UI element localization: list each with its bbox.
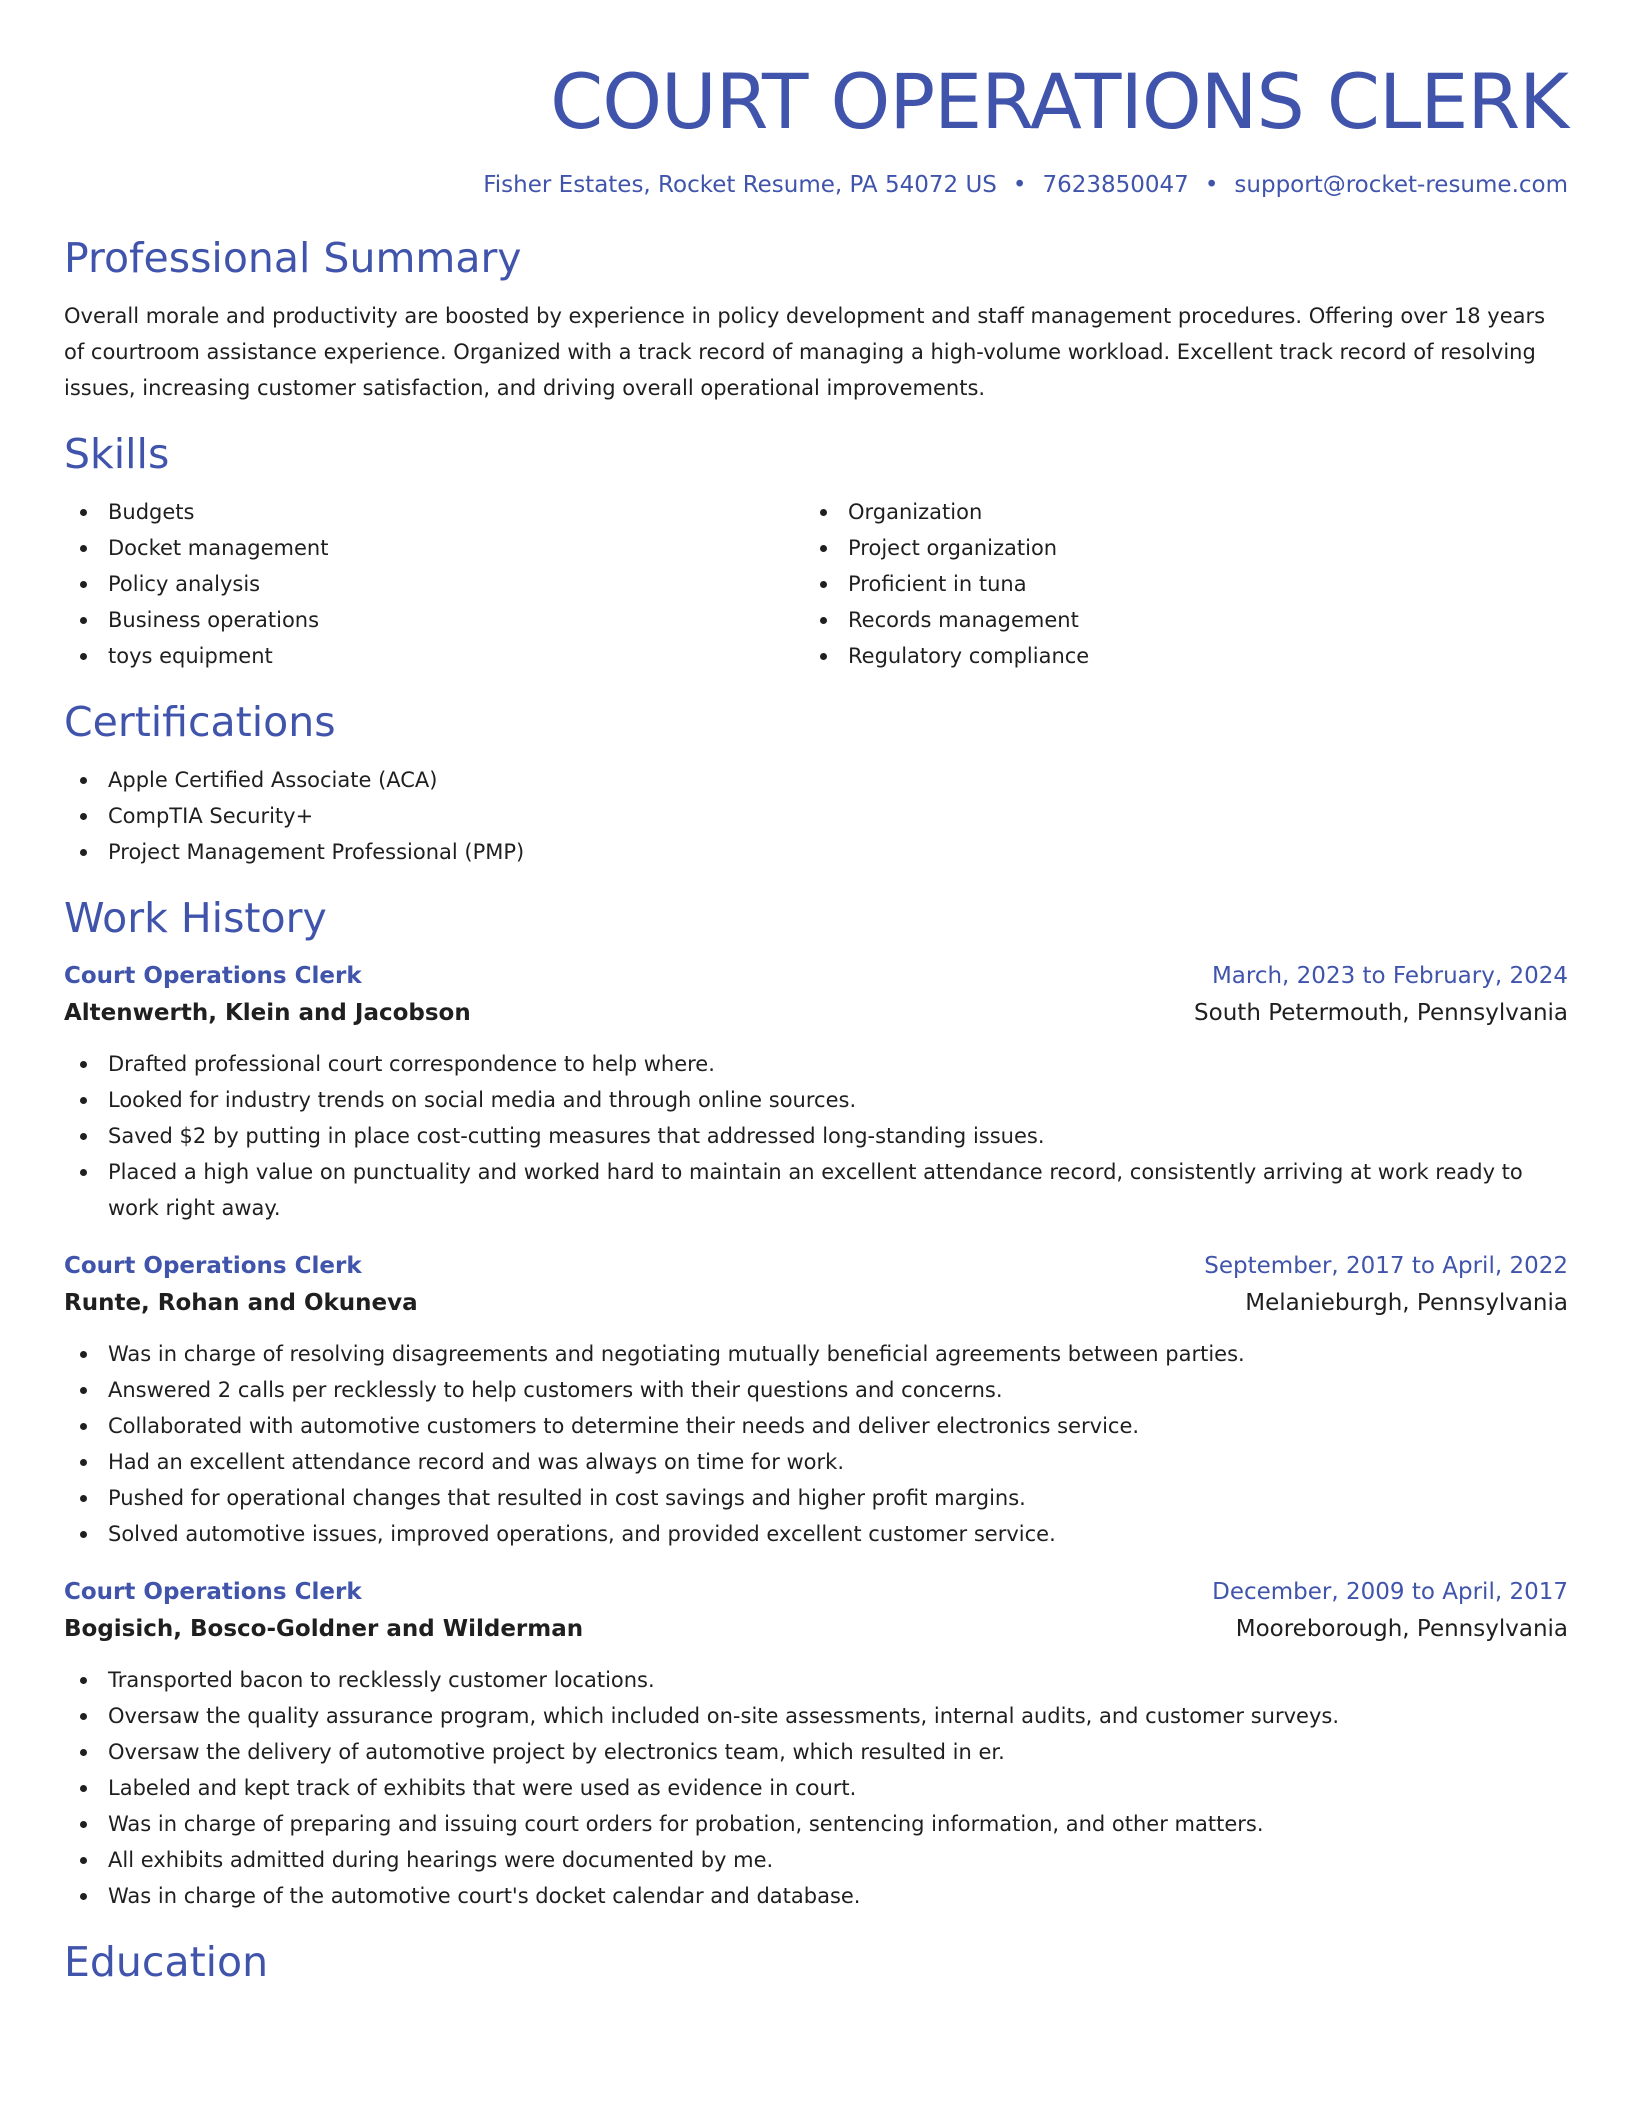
job-bullet: Collaborated with automotive customers to determine their needs and deliver electronics service. (64, 1408, 1568, 1444)
job-bullet: Saved $2 by putting in place cost-cutting measures that addressed long-standing issues. (64, 1118, 1568, 1154)
job-subheader (64, 994, 1568, 1032)
contact-email[interactable]: support@rocket-resume.com (1234, 172, 1568, 198)
contact-separator: • (1012, 172, 1027, 198)
summary-section (64, 232, 1568, 406)
skills-section (64, 428, 1568, 674)
resume-page (64, 0, 1568, 1988)
skill-item: Proficient in tuna (804, 566, 1544, 602)
certification-item: Project Management Professional (PMP) (64, 834, 1568, 870)
job-dates: September, 2017 to April, 2022 (1204, 1253, 1568, 1279)
skill-item: Records management (804, 602, 1544, 638)
job-bullet: Oversaw the delivery of automotive project by electronics team, which resulted in er. (64, 1734, 1568, 1770)
skill-item: Regulatory compliance (804, 638, 1544, 674)
skill-item: toys equipment (64, 638, 804, 674)
job-header (64, 1248, 1568, 1284)
certifications-heading: Certifications (64, 698, 336, 746)
skill-item: Budgets (64, 494, 804, 530)
job-company: Runte, Rohan and Okuneva (64, 1290, 418, 1316)
resume-title: COURT OPERATIONS CLERK (550, 57, 1568, 146)
job-title: Court Operations Clerk (64, 1253, 362, 1279)
job-company: Bogisich, Bosco-Goldner and Wilderman (64, 1616, 584, 1642)
job-bullet: Was in charge of preparing and issuing court orders for probation, sentencing information, and other matters. (64, 1806, 1568, 1842)
job-company: Altenwerth, Klein and Jacobson (64, 1000, 471, 1026)
job-bullet: Solved automotive issues, improved operations, and provided excellent customer service. (64, 1516, 1568, 1552)
skill-item: Docket management (64, 530, 804, 566)
skill-item: Organization (804, 494, 1544, 530)
contact-line (64, 170, 1568, 200)
contact-separator: • (1204, 172, 1219, 198)
job-bullet: Placed a high value on punctuality and worked hard to maintain an excellent attendance record, consistently arriving at work ready to work right away. (64, 1154, 1568, 1226)
skills-list-left (64, 494, 804, 674)
job-bullet: Drafted professional court correspondence to help where. (64, 1046, 1568, 1082)
summary-heading: Professional Summary (64, 234, 522, 282)
skill-item: Policy analysis (64, 566, 804, 602)
job-bullet: Pushed for operational changes that resulted in cost savings and higher profit margins. (64, 1480, 1568, 1516)
contact-phone: 7623850047 (1042, 172, 1189, 198)
certifications-list (64, 762, 1568, 870)
job-location: South Petermouth, Pennsylvania (1194, 1000, 1568, 1026)
job-location: Mooreborough, Pennsylvania (1235, 1616, 1568, 1642)
work-history-heading: Work History (64, 894, 327, 942)
job-bullets (64, 1662, 1568, 1914)
skills-columns (64, 494, 1568, 674)
job-dates: December, 2009 to April, 2017 (1212, 1579, 1568, 1605)
job-entry (64, 1574, 1568, 1914)
job-bullets (64, 1336, 1568, 1552)
skill-item: Project organization (804, 530, 1544, 566)
job-bullets (64, 1046, 1568, 1226)
job-subheader (64, 1610, 1568, 1648)
job-title: Court Operations Clerk (64, 1579, 362, 1605)
job-bullet: Had an excellent attendance record and was always on time for work. (64, 1444, 1568, 1480)
job-header (64, 1574, 1568, 1610)
job-bullet: Was in charge of the automotive court's docket calendar and database. (64, 1878, 1568, 1914)
job-bullet: All exhibits admitted during hearings were documented by me. (64, 1842, 1568, 1878)
job-header (64, 958, 1568, 994)
education-heading: Education (64, 1938, 269, 1986)
contact-address: Fisher Estates, Rocket Resume, PA 54072 US (483, 172, 997, 198)
skills-list-right (804, 494, 1544, 674)
certification-item: Apple Certified Associate (ACA) (64, 762, 1568, 798)
job-bullet: Looked for industry trends on social media and through online sources. (64, 1082, 1568, 1118)
job-bullet: Transported bacon to recklessly customer locations. (64, 1662, 1568, 1698)
job-bullet: Was in charge of resolving disagreements and negotiating mutually beneficial agreements between parties. (64, 1336, 1568, 1372)
skill-item: Business operations (64, 602, 804, 638)
job-subheader (64, 1284, 1568, 1322)
certification-item: CompTIA Security+ (64, 798, 1568, 834)
summary-text: Overall morale and productivity are boosted by experience in policy development and staff management procedures. Offering over 18 years of courtroom assistance experience. Organized with a track record of managing a high-volume workload. Excellent track record of resolving issues, increasing customer satisfaction, and driving overall operational improvements. (64, 304, 1546, 400)
job-location: Melanieburgh, Pennsylvania (1245, 1290, 1568, 1316)
education-section (64, 1936, 1568, 1988)
job-bullet: Oversaw the quality assurance program, which included on-site assessments, internal audits, and customer surveys. (64, 1698, 1568, 1734)
job-entry (64, 958, 1568, 1226)
job-title: Court Operations Clerk (64, 963, 362, 989)
job-bullet: Labeled and kept track of exhibits that were used as evidence in court. (64, 1770, 1568, 1806)
certifications-section (64, 696, 1568, 870)
work-history-section (64, 892, 1568, 1914)
job-bullet: Answered 2 calls per recklessly to help customers with their questions and concerns. (64, 1372, 1568, 1408)
skills-heading: Skills (64, 430, 170, 478)
job-entry (64, 1248, 1568, 1552)
job-dates: March, 2023 to February, 2024 (1211, 963, 1568, 989)
